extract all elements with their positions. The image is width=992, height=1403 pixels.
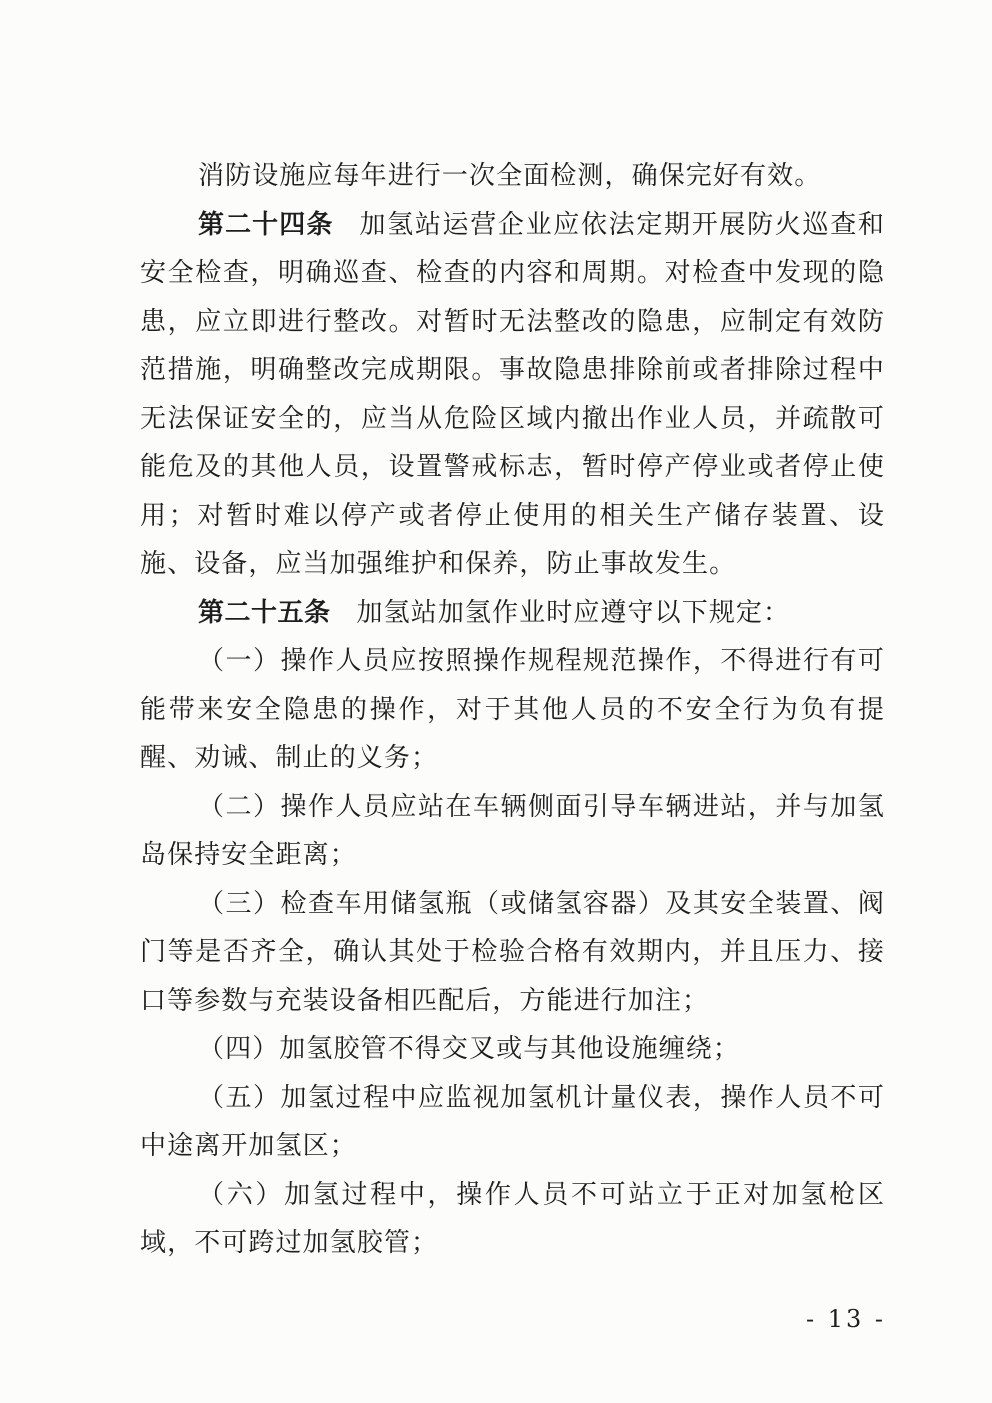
clause-text: （六）加氢过程中，操作人员不可站立于正对加氢枪区域，不可跨过加氢胶管；: [140, 1179, 885, 1258]
clause-4: [140, 1025, 885, 1074]
article-text: 加氢站运营企业应依法定期开展防火巡查和安全检查，明确巡查、检查的内容和周期。对检查中发现的隐患，应立即进行整改。对暂时无法整改的隐患，应制定有效防范措施，明确整改完成期限。事故隐患排除前或者排除过程中无法保证安全的，应当从危险区域内撤出作业人员，并疏散可能危及的其他人员，设置警戒标志，暂时停产停业或者停止使用；对暂时难以停产或者停止使用的相关生产储存装置、设施、设备，应当加强维护和保养，防止事故发生。: [140, 209, 885, 579]
clause-6: [140, 1171, 885, 1268]
paragraph-fire-facility-inspection: [140, 152, 885, 201]
clause-1: [140, 637, 885, 783]
document-body: [140, 152, 885, 1268]
clause-2: [140, 783, 885, 880]
clause-text: （五）加氢过程中应监视加氢机计量仪表，操作人员不可中途离开加氢区；: [140, 1082, 885, 1161]
clause-text: （三）检查车用储氢瓶（或储氢容器）及其安全装置、阀门等是否齐全，确认其处于检验合格有效期内，并且压力、接口等参数与充装设备相匹配后，方能进行加注；: [140, 888, 885, 1016]
paragraph-text: 消防设施应每年进行一次全面检测，确保完好有效。: [198, 161, 822, 191]
article-24: [140, 201, 885, 589]
article-25: [140, 589, 885, 638]
clause-text: （四）加氢胶管不得交叉或与其他设施缠绕；: [198, 1034, 741, 1064]
page-number: - 13 -: [806, 1305, 887, 1333]
clause-text: （二）操作人员应站在车辆侧面引导车辆进站，并与加氢岛保持安全距离；: [140, 791, 885, 870]
clause-text: （一）操作人员应按照操作规程规范操作，不得进行有可能带来安全隐患的操作，对于其他人员的不安全行为负有提醒、劝诫、制止的义务；: [140, 646, 885, 773]
article-title: 第二十五条: [198, 597, 331, 628]
article-title: 第二十四条: [198, 209, 334, 240]
clause-5: [140, 1074, 885, 1171]
clause-3: [140, 880, 885, 1026]
article-text: 加氢站加氢作业时应遵守以下规定：: [356, 597, 791, 628]
